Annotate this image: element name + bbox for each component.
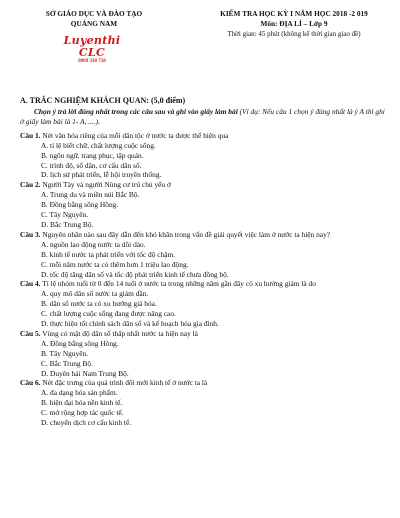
question-stem [20, 230, 386, 240]
answer-option: A. Đồng bằng sông Hồng. [41, 338, 119, 348]
question-stem [20, 279, 386, 289]
question-number: Câu 4. [20, 279, 41, 289]
answer-option: B. Tây Nguyên. [41, 348, 89, 358]
question-number: Câu 5. [20, 328, 41, 338]
answer-option: C. Bắc Trung Bộ. [41, 358, 93, 368]
answer-option: A. nguồn lao động nước ta dồi dào. [41, 239, 146, 249]
question [20, 131, 386, 181]
answer-option: D. thực hiện tốt chính sách dân số và kế hoạch hóa gia đình. [41, 319, 219, 329]
logo-phone: 0969 330 758 [78, 59, 106, 64]
question-text: Người Tày và người Nùng cư trú chủ yếu ở [40, 180, 171, 190]
instruction-example: (Ví dụ: Nếu câu 1 chọn ý đúng nhất là ý A thì ghi ở giấy làm bài là 1- A, ....). [20, 107, 385, 126]
province-name: QUẢNG NAM [70, 19, 118, 28]
instruction-bold: Chọn ý trả lời đúng nhất trong các câu sau và ghi vào giấy làm bài [34, 107, 238, 116]
question-text: Nguyên nhân nào sau đây dẫn đến khó khăn trong vấn đề giải quyết việc làm ở nước ta hiện nay? [40, 229, 331, 239]
question-list [20, 131, 386, 428]
answer-option: B. hiện đại hóa nền kinh tế. [41, 398, 123, 408]
answer-option: B. dân số nước ta có xu hướng già hóa. [41, 299, 157, 309]
question [20, 279, 386, 329]
time-limit: Thời gian: 45 phút (không kể thời gian giao đề) [227, 30, 361, 38]
logo-brand: Luyenthi CLC [63, 34, 121, 59]
answer-option: C. chất lượng cuộc sống đang được nâng cao. [41, 309, 176, 319]
question-text: Vùng có mật độ dân số thấp nhất nước ta hiện nay là [40, 328, 198, 338]
answer-option: B. Đồng bằng sông Hồng. [41, 200, 119, 210]
question [20, 378, 386, 428]
question-stem [20, 378, 386, 388]
exam-header [196, 9, 392, 39]
answer-option: A. đa dạng hóa sản phẩm. [41, 388, 118, 398]
answer-option: A. tỉ lệ biết chữ, chất lượng cuộc sống. [41, 140, 156, 150]
watermark-logo [52, 35, 132, 65]
answer-option: B. ngôn ngữ, trang phục, tập quán. [41, 150, 144, 160]
answer-option: B. kinh tế nước ta phát triển với tốc độ chậm. [41, 249, 176, 259]
department-name: SỞ GIÁO DỤC VÀ ĐÀO TẠO [45, 9, 143, 18]
answer-option: C. Tây Nguyên. [41, 210, 89, 220]
answer-option: A. Trung du và miền núi Bắc Bộ. [41, 190, 140, 200]
question-number: Câu 1. [20, 130, 41, 140]
question-number: Câu 3. [20, 229, 41, 239]
section-title: A. TRẮC NGHIỆM KHÁCH QUAN: (5,0 điểm) [20, 96, 186, 105]
question-stem [20, 180, 386, 190]
answer-option: D. tốc độ tăng dân số và tốc độ phát triển kinh tế chưa đồng bộ. [41, 269, 229, 279]
question-text: Nét văn hóa riêng của mỗi dân tộc ở nước ta được thể hiện qua [40, 130, 229, 140]
question [20, 180, 386, 230]
answer-option: A. quy mô dân số nước ta giảm dần. [41, 289, 149, 299]
answer-option: C. mở rộng hợp tác quốc tế. [41, 408, 124, 418]
question-text: Nét đặc trưng của quá trình đổi mới kinh tế ở nước ta là [40, 378, 208, 388]
question-text: Tỉ lệ nhóm tuổi từ 0 đến 14 tuổi ở nước ta trong những năm gần đây có xu hướng giảm là do [40, 279, 316, 289]
exam-content [20, 96, 386, 428]
exam-title: KIỂM TRA HỌC KỲ I NĂM HỌC 2018 -2 019 [220, 9, 368, 18]
answer-option: D. Bắc Trung Bộ. [41, 219, 94, 229]
question-number: Câu 6. [20, 378, 41, 388]
subject-line: Môn: ĐỊA LÍ – Lớp 9 [260, 19, 328, 28]
school-header [38, 9, 150, 29]
answer-option: D. lịch sử phát triển, lễ hội truyền thống. [41, 170, 162, 180]
question [20, 329, 386, 379]
answer-option: C. mỗi năm nước ta có thêm hơn 1 triệu lao động. [41, 259, 189, 269]
section-instruction [20, 107, 386, 127]
answer-option: D. chuyển dịch cơ cấu kinh tế. [41, 418, 132, 428]
question [20, 230, 386, 280]
answer-option: D. Duyên hải Nam Trung Bộ. [41, 368, 129, 378]
question-stem [20, 329, 386, 339]
question-number: Câu 2. [20, 180, 41, 190]
answer-option: C. trình độ, số dân, cơ cấu dân số. [41, 160, 142, 170]
question-stem [20, 131, 386, 141]
